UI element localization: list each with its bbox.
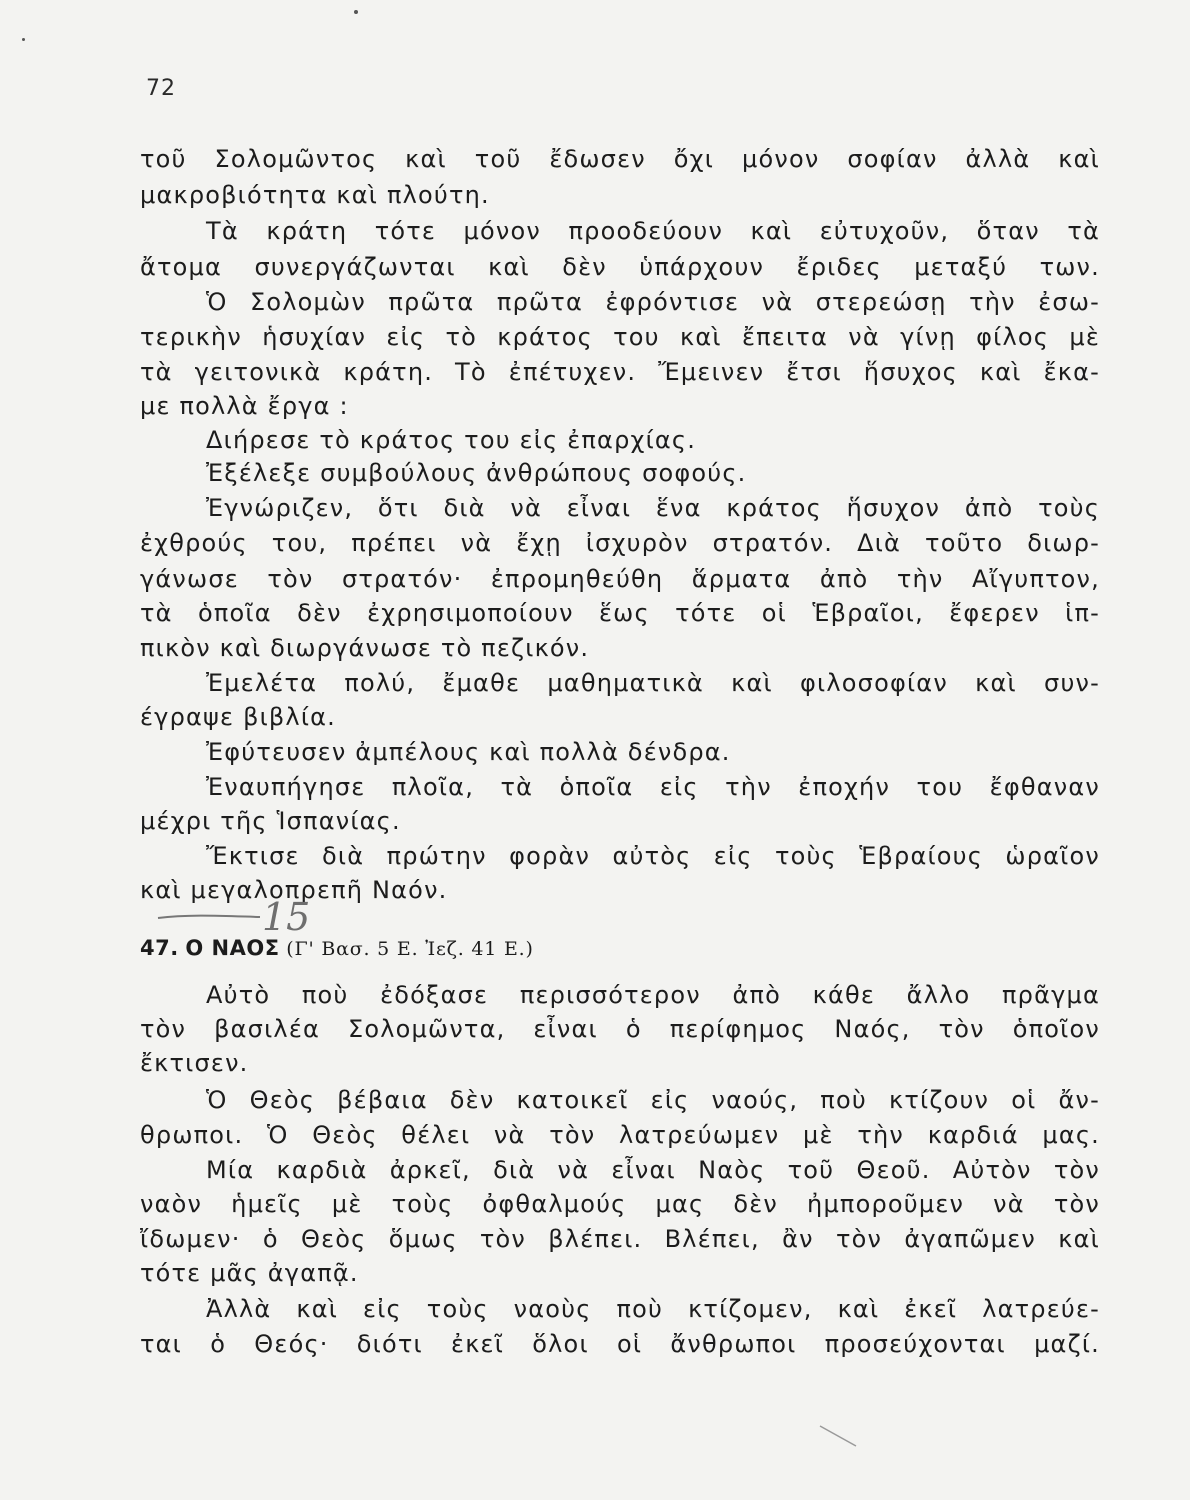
list-item-line: Ἐγνώριζεν, ὅτι διὰ νὰ εἶναι ἕνα κράτος ἥσυχον ἀπὸ τοὺς (206, 494, 1100, 522)
text-line: Ὁ Σολομὼν πρῶτα πρῶτα ἐφρόντισε νὰ στερεώσῃ τὴν ἐσω- (206, 288, 1100, 316)
text-line: τότε μᾶς ἀγαπᾷ. (140, 1259, 359, 1287)
text-line: ται ὁ Θεός· διότι ἐκεῖ ὅλοι οἱ ἄνθρωποι προσεύχονται μαζί. (140, 1330, 1100, 1358)
text-line: Τὰ κράτη τότε μόνον προοδεύουν καὶ εὐτυχοῦν, ὅταν τὰ (206, 217, 1100, 245)
list-item-line: Ἐναυπήγησε πλοῖα, τὰ ὁποῖα εἰς τὴν ἐποχήν του ἔφθαναν (206, 773, 1100, 801)
text-line: ἔκτισεν. (140, 1049, 249, 1077)
list-item-line: τὰ ὁποῖα δὲν ἐχρησιμοποίουν ἕως τότε οἱ Ἑβραῖοι, ἔφερεν ἱπ- (140, 599, 1100, 627)
pencil-stroke-graphic (818, 1422, 868, 1452)
list-item-line: μέχρι τῆς Ἱσπανίας. (140, 807, 401, 835)
text-line: θρωποι. Ὁ Θεὸς θέλει νὰ τὸν λατρεύωμεν μὲ τὴν καρδιά μας. (140, 1121, 1100, 1149)
text-line: τερικὴν ἡσυχίαν εἰς τὸ κράτος του καὶ ἔπειτα νὰ γίνῃ φίλος μὲ (140, 323, 1100, 351)
text-line: ἴδωμεν· ὁ Θεὸς ὅμως τὸν βλέπει. Βλέπει, ἂν τὸν ἀγαπῶμεν καὶ (140, 1225, 1100, 1253)
text-line: Ἀλλὰ καὶ εἰς τοὺς ναοὺς ποὺ κτίζομεν, καὶ ἐκεῖ λατρεύε- (206, 1295, 1100, 1323)
list-item-line: Ἐμελέτα πολύ, ἔμαθε μαθηματικὰ καὶ φιλοσοφίαν καὶ συν- (206, 669, 1100, 697)
ink-speck (22, 38, 25, 41)
list-item-line: πικὸν καὶ διωργάνωσε τὸ πεζικόν. (140, 634, 590, 662)
list-item-line: γάνωσε τὸν στρατόν· ἐπρομηθεύθη ἅρματα ἀπὸ τὴν Αἴγυπτον, (140, 565, 1100, 593)
list-item-line: Ἐφύτευσεν ἀμπέλους καὶ πολλὰ δένδρα. (206, 738, 731, 766)
list-item-line: ἐχθρούς του, πρέπει νὰ ἔχῃ ἰσχυρὸν στρατόν. Διὰ τοῦτο διωρ- (140, 529, 1100, 557)
page-number: 72 (146, 76, 176, 101)
section-number: 47. (140, 936, 179, 960)
pencil-stroke-mark (818, 1422, 868, 1456)
handwritten-number: 15 (262, 895, 311, 939)
list-item-line: καὶ μεγαλοπρεπῆ Ναόν. (140, 876, 448, 904)
text-line: Ὁ Θεὸς βέβαια δὲν κατοικεῖ εἰς ναούς, ποὺ κτίζουν οἱ ἄν- (206, 1086, 1100, 1114)
list-item-line: Διήρεσε τὸ κράτος του εἰς ἐπαρχίας. (206, 426, 697, 454)
text-line: με πολλὰ ἔργα : (140, 392, 349, 420)
text-line: Μία καρδιὰ ἀρκεῖ, διὰ νὰ εἶναι Ναὸς τοῦ Θεοῦ. Αὐτὸν τὸν (206, 1156, 1100, 1184)
section-reference: (Γ' Βασ. 5 Ε. Ἰεζ. 41 Ε.) (286, 938, 534, 960)
text-line: τοῦ Σολομῶντος καὶ τοῦ ἔδωσεν ὄχι μόνον σοφίαν ἀλλὰ καὶ (140, 145, 1100, 173)
text-line: μακροβιότητα καὶ πλούτη. (140, 181, 490, 209)
list-item-line: Ἔκτισε διὰ πρώτην φορὰν αὐτὸς εἰς τοὺς Ἑβραίους ὡραῖον (206, 842, 1100, 870)
list-item-line: Ἐξέλεξε συμβούλους ἀνθρώπους σοφούς. (206, 459, 747, 487)
text-line: τὰ γειτονικὰ κράτη. Τὸ ἐπέτυχεν. Ἔμεινεν ἔτσι ἥσυχος καὶ ἔκα- (140, 358, 1100, 386)
section-title: Ο ΝΑΟΣ (185, 936, 280, 960)
text-line: ναὸν ἡμεῖς μὲ τοὺς ὀφθαλμούς μας δὲν ἠμποροῦμεν νὰ τὸν (140, 1190, 1100, 1218)
text-line: Αὐτὸ ποὺ ἐδόξασε περισσότερον ἀπὸ κάθε ἄλλο πρᾶγμα (206, 981, 1100, 1009)
text-line: ἄτομα συνεργάζωνται καὶ δὲν ὑπάρχουν ἔριδες μεταξύ των. (140, 253, 1100, 281)
text-line: τὸν βασιλέα Σολομῶντα, εἶναι ὁ περίφημος Ναός, τὸν ὁποῖον (140, 1015, 1100, 1043)
list-item-line: έγραψε βιβλία. (140, 703, 336, 731)
section-text-block (140, 0, 1100, 1400)
